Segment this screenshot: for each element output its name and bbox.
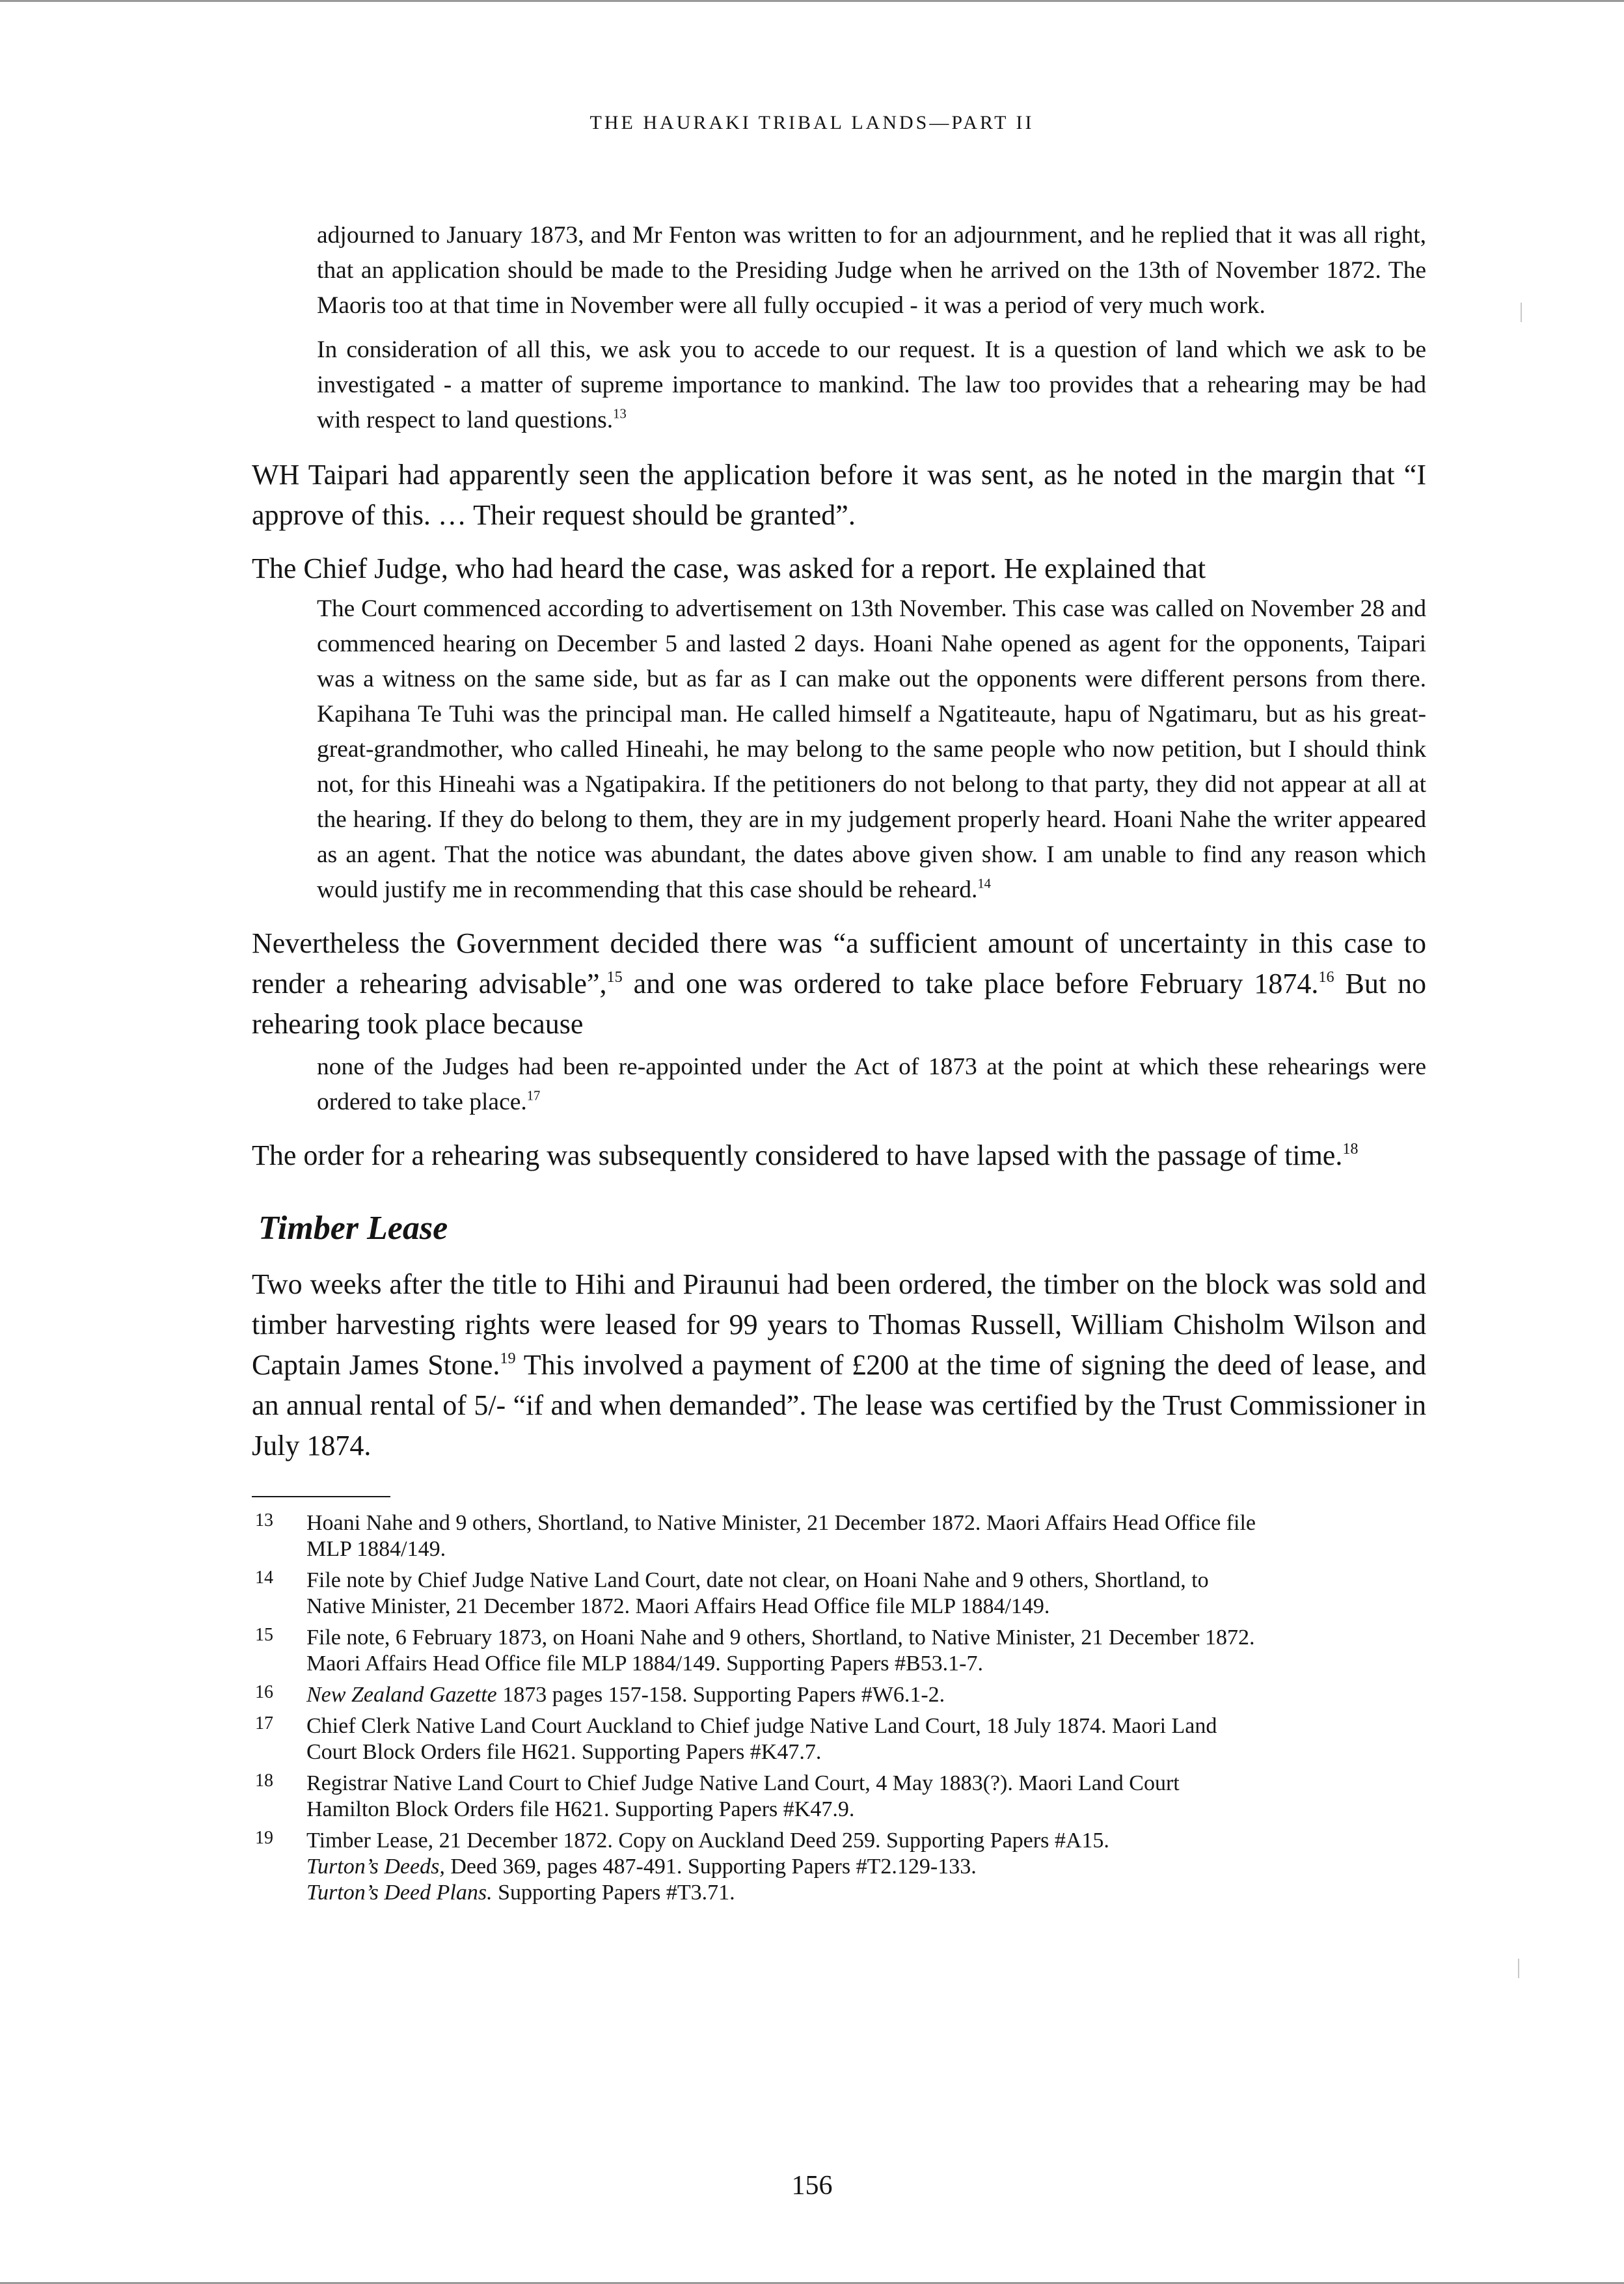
paragraph-text: Nevertheless the Government decided there was “a sufficient amount of uncertainty in this case to render a rehearing advisable”, <box>252 927 1426 999</box>
footnote-line: Court Block Orders file H621. Supporting Papers #K47.7. <box>306 1740 822 1764</box>
paragraph-text: and one was ordered to take place before February 1874. <box>622 968 1319 999</box>
footnote-line: Registrar Native Land Court to Chief Judge Native Land Court, 4 May 1883(?). Maori Land Court <box>306 1771 1180 1795</box>
quote-text: In consideration of all this, we ask you to accede to our request. It is a question of land which we ask to be investigated - a matter of supreme importance to mankind. The law too provides that a rehearing may be had with respect to land questions. <box>317 336 1426 433</box>
footnote-ref[interactable]: 18 <box>1342 1140 1359 1158</box>
block-quote <box>317 333 1426 438</box>
page-number: 156 <box>791 2171 833 2201</box>
scan-speck <box>1521 303 1522 322</box>
footnote-line <box>306 1682 1426 1708</box>
footnote-line: File note, 6 February 1873, on Hoani Nahe and 9 others, Shortland, to Native Minister, 21 December 1872. <box>306 1625 1255 1650</box>
footnote-number: 13 <box>255 1510 273 1530</box>
body-paragraph <box>252 1135 1426 1176</box>
footnote <box>252 1828 1426 1906</box>
source-title: Turton’s Deed Plans. <box>306 1881 493 1905</box>
footnote-ref[interactable]: 16 <box>1318 968 1334 986</box>
body-paragraph <box>252 455 1426 536</box>
footnote-ref[interactable]: 15 <box>606 968 623 986</box>
footnote-ref[interactable]: 19 <box>500 1350 516 1368</box>
footnote-line: Chief Clerk Native Land Court Auckland to Chief judge Native Land Court, 18 July 1874. Maori Land <box>306 1714 1217 1738</box>
footnote <box>252 1771 1426 1823</box>
journal-title: New Zealand Gazette <box>306 1683 497 1707</box>
body-paragraph <box>252 1264 1426 1466</box>
footnote-line: Native Minister, 21 December 1872. Maori Affairs Head Office file MLP 1884/149. <box>306 1594 1050 1618</box>
quote-text: adjourned to January 1873, and Mr Fenton was written to for an adjournment, and he replied that it was all right, that an application should be made to the Presiding Judge when he arrived on the 13th of November 1872. The Maoris too at that time in November were all fully occupied - it was a period of very much work. <box>317 222 1426 319</box>
footnote-ref[interactable]: 13 <box>613 407 627 422</box>
paragraph-text: Two weeks after the title to Hihi and Piraunui had been ordered, the timber on the block was sold and timber harvesting rights were leased for 99 years to Thomas Russell, William Chisholm Wilson and Captain James Stone. <box>252 1268 1426 1381</box>
footnote-line: Maori Affairs Head Office file MLP 1884/149. Supporting Papers #B53.1-7. <box>306 1652 984 1676</box>
body-paragraph <box>252 549 1426 589</box>
footnote-number: 19 <box>255 1828 273 1848</box>
footnote-number: 14 <box>255 1568 273 1588</box>
footnote-number: 18 <box>255 1771 273 1791</box>
paragraph-text: The Chief Judge, who had heard the case, was asked for a report. He explained that <box>252 552 1206 584</box>
footnote-line <box>306 1880 1426 1906</box>
footnote <box>252 1625 1426 1677</box>
block-quote <box>317 591 1426 908</box>
block-quote <box>317 1050 1426 1120</box>
running-head: THE HAURAKI TRIBAL LANDS—PART II <box>589 112 1035 133</box>
footnote <box>252 1713 1426 1765</box>
footnote-ref[interactable]: 17 <box>526 1089 541 1104</box>
quote-text: none of the Judges had been re-appointed under the Act of 1873 at the point at which these rehearings were ordered to take place. <box>317 1054 1426 1115</box>
footnote-text: Supporting Papers #T3.71. <box>492 1881 735 1905</box>
footnote-line: File note by Chief Judge Native Land Court, date not clear, on Hoani Nahe and 9 others, Shortland, to <box>306 1568 1209 1592</box>
footnote-text: Deed 369, pages 487-491. Supporting Papers #T2.129-133. <box>444 1855 977 1879</box>
paragraph-text: But no rehearing took place because <box>252 968 1426 1040</box>
footnote-ref[interactable]: 14 <box>977 877 991 891</box>
paragraph-text: The order for a rehearing was subsequently considered to have lapsed with the passage of time. <box>252 1139 1343 1171</box>
footnote-line: Hoani Nahe and 9 others, Shortland, to Native Minister, 21 December 1872. Maori Affairs Head Office file <box>306 1511 1256 1535</box>
footnote-line: MLP 1884/149. <box>306 1537 446 1561</box>
footnote-line <box>306 1854 1426 1880</box>
footnote-number: 17 <box>255 1713 273 1733</box>
paragraph-text: WH Taipari had apparently seen the application before it was sent, as he noted in the margin that “I approve of this. … Their request should be granted”. <box>252 459 1426 531</box>
footnote-line: Hamilton Block Orders file H621. Supporting Papers #K47.9. <box>306 1797 855 1821</box>
paragraph-text: This involved a payment of £200 at the time of signing the deed of lease, and an annual rental of 5/- “if and when demanded”. The lease was certified by the Trust Commissioner in July 1874. <box>252 1349 1427 1461</box>
source-title: Turton’s Deeds, <box>306 1855 445 1879</box>
footnote-number: 15 <box>255 1625 273 1645</box>
footnote <box>252 1568 1426 1620</box>
body-paragraph <box>252 923 1426 1044</box>
footnote-separator <box>252 1496 390 1497</box>
block-quote <box>317 218 1426 323</box>
scan-speck <box>1518 1959 1519 1978</box>
footnote-number: 16 <box>255 1682 273 1702</box>
page-content <box>252 218 1426 1906</box>
footnote <box>252 1682 1426 1708</box>
section-heading: Timber Lease <box>258 1210 448 1247</box>
scan-top-edge <box>0 0 1624 2</box>
quote-text: The Court commenced according to advertisement on 13th November. This case was called on November 28 and commenced hearing on December 5 and lasted 2 days. Hoani Nahe opened as agent for the opponents, Taipari was a witness on the same side, but as far as I can make out the opponents were different persons from there. Kapihana Te Tuhi was the principal man. He called himself a Ngatiteaute, hapu of Ngatimaru, but as his great-great-grandmother, who called Hineahi, he may belong to the same people who now petition, but I should think not, for this Hineahi was a Ngatipakira. If the petitioners do not belong to that party, they did not appear at all at the hearing. If they do belong to them, they are in my judgement properly heard. Hoani Nahe the writer appeared as an agent. That the notice was abundant, the dates above given show. I am unable to find any reason which would justify me in recommending that this case should be reheard. <box>317 595 1426 903</box>
footnote <box>252 1510 1426 1562</box>
footnote-line: Timber Lease, 21 December 1872. Copy on Auckland Deed 259. Supporting Papers #A15. <box>306 1829 1109 1853</box>
footnote-text: 1873 pages 157-158. Supporting Papers #W6.1-2. <box>496 1683 945 1707</box>
